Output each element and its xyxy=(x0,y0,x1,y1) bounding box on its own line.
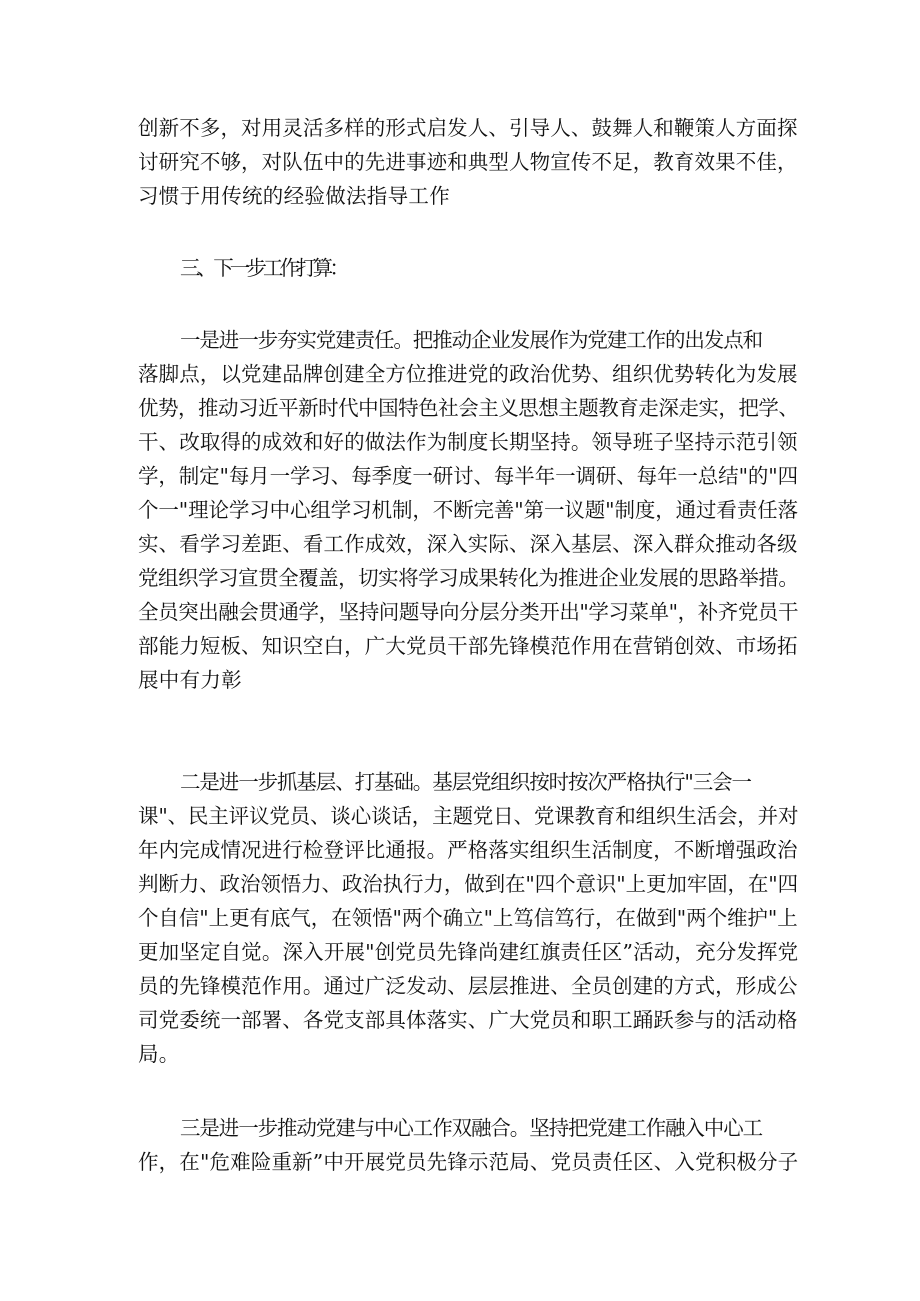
paragraph-line: 实、看学习差距、看工作成效，深入实际、深入基层、深入群众推动各级 xyxy=(138,532,798,556)
paragraph-line: 创新不多，对用灵活多样的形式启发人、引导人、鼓舞人和鞭策人方面探 xyxy=(138,116,798,140)
paragraph-line: 党组织学习宣贯全覆盖，切实将学习成果转化为推进企业发展的思路举措。 xyxy=(138,566,799,590)
paragraph-line: 年内完成情况进行检登评比通报。严格落实组织生活制度，不断增强政治 xyxy=(138,838,798,862)
paragraph-line: 习惯于用传统的经验做法指导工作 xyxy=(138,184,450,208)
paragraph-line: 更加坚定自觉。深入开展"创党员先锋尚建红旗责任区”活动，充分发挥党 xyxy=(138,940,799,964)
paragraph-line: 课"、民主评议党员、谈心谈话，主题党日、党课教育和组织生活会，并对 xyxy=(138,804,799,828)
section-heading: 三、下一步工作打算： xyxy=(180,256,346,280)
paragraph-line: 落脚点，以党建品牌创建全方位推进党的政治优势、组织优势转化为发展 xyxy=(138,362,798,386)
paragraph-line: 部能力短板、知识空白，广大党员干部先锋模范作用在营销创效、市场拓 xyxy=(138,634,798,658)
paragraph-line: 判断力、政治领悟力、政治执行力，做到在"四个意识"上更加牢固，在"四 xyxy=(138,872,798,896)
paragraph-line: 展中有力彰 xyxy=(138,668,242,692)
paragraph-line: 优势，推动习近平新时代中国特色社会主义思想主题教育走深走实，把学、 xyxy=(138,396,799,420)
paragraph-line: 员的先锋模范作用。通过广泛发动、层层推进、全员创建的方式，形成公 xyxy=(138,974,798,998)
paragraph-line: 司党委统一部署、各党支部具体落实、广大党员和职工踊跃参与的活动格 xyxy=(138,1008,798,1032)
paragraph-line: 干、改取得的成效和好的做法作为制度长期坚持。领导班子坚持示范引领 xyxy=(138,430,798,454)
paragraph-line: 作，在"危难险重新”中开展党员先锋示范局、党员责任区、入党积极分子 xyxy=(138,1150,799,1174)
paragraph-line: 一是进一步夯实党建责任。把推动企业发展作为党建工作的出发点和 xyxy=(180,328,762,352)
paragraph-line: 二是进一步抓基层、打基础。基层党组织按时按次严格执行"三会一 xyxy=(180,770,751,794)
paragraph-line: 全员突出融会贯通学，坚持问题导向分层分类开出"学习菜单"，补齐党员干 xyxy=(138,600,799,624)
paragraph-line: 讨研究不够，对队伍中的先进事迹和典型人物宣传不足，教育效果不佳， xyxy=(138,150,798,174)
paragraph-line: 局。 xyxy=(138,1042,180,1066)
paragraph-line: 个自信"上更有底气，在领悟"两个确立"上笃信笃行，在做到"两个维护"上 xyxy=(138,906,798,930)
paragraph-line: 个一"理论学习中心组学习机制，不断完善"第一议题"制度，通过看责任落 xyxy=(138,498,798,522)
paragraph-line: 三是进一步推动党建与中心工作双融合。坚持把党建工作融入中心工 xyxy=(180,1116,762,1140)
paragraph-line: 学，制定"每月一学习、每季度一研讨、每半年一调研、每年一总结"的"四 xyxy=(138,464,798,488)
